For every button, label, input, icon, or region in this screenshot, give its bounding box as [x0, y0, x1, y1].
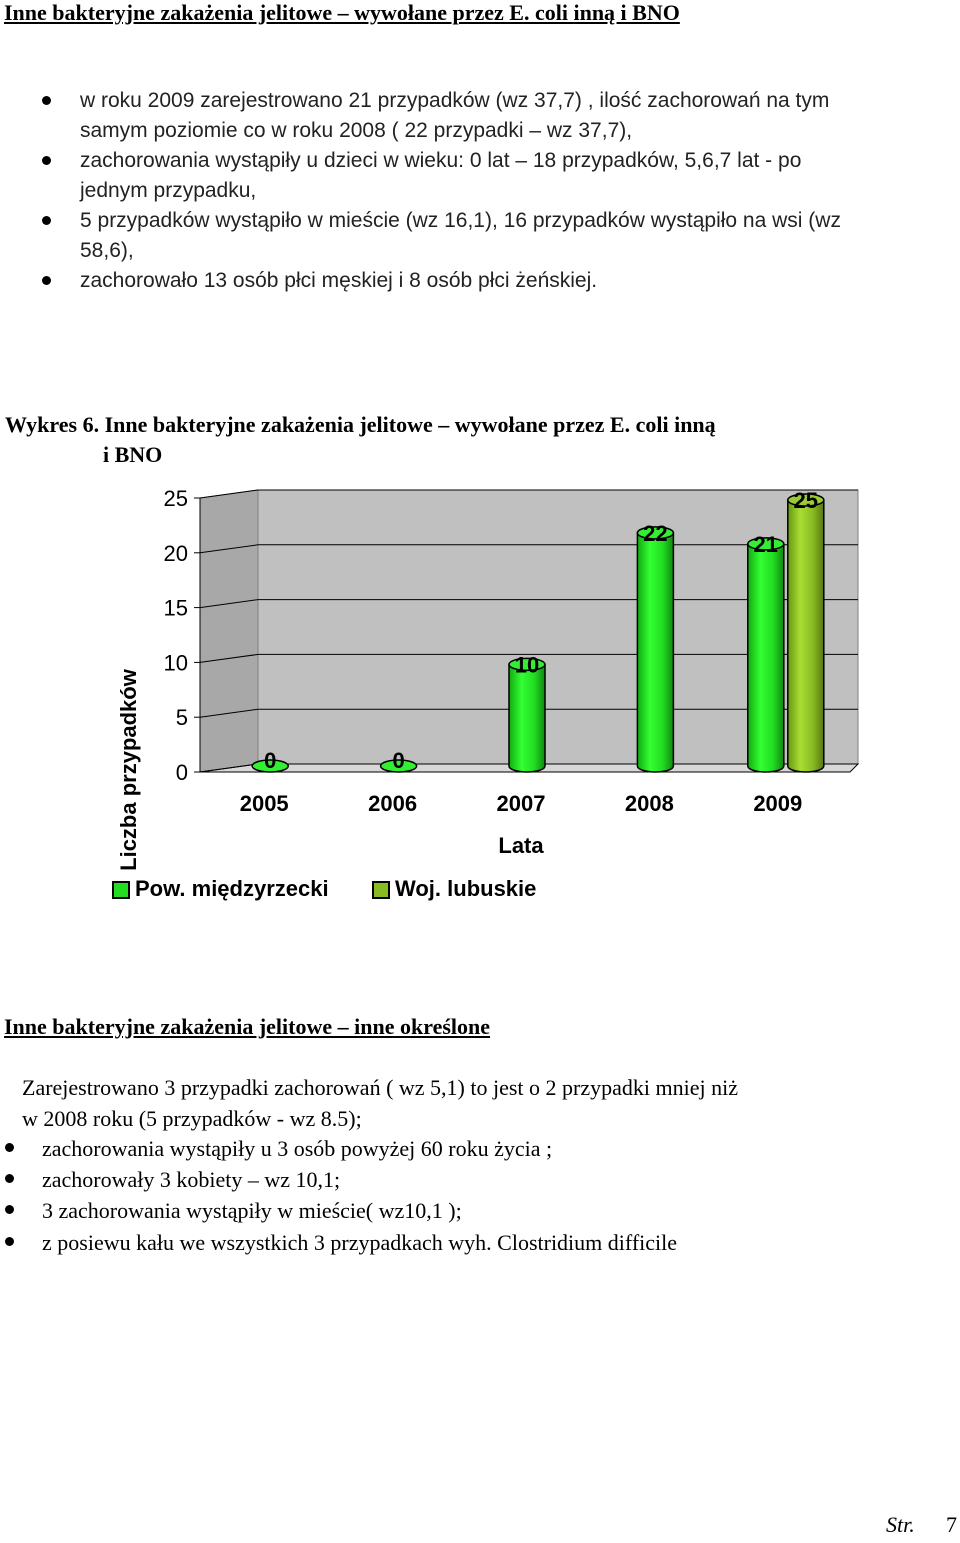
y-tick-label: 25	[163, 486, 188, 511]
section-heading-other: Inne bakteryjne zakażenia jelitowe – inne określone	[4, 1014, 491, 1039]
other-bullet-3: 3 zachorowania wystąpiły w mieście( wz10,1 );	[42, 1198, 462, 1223]
bullet-dot	[42, 276, 51, 285]
bar-body	[637, 533, 673, 772]
bullet-dot	[42, 96, 51, 105]
y-axis-title: Liczba przypadków	[116, 669, 141, 871]
bar-chart	[0, 470, 960, 910]
x-tick-label: 2008	[624, 791, 674, 816]
bullet-3-line-2: 58,6),	[80, 239, 134, 262]
data-label: 25	[793, 488, 819, 513]
intro-line-1: Zarejestrowano 3 przypadki zachorowań ( wz 5,1) to jest o 2 przypadki mniej niż	[22, 1075, 738, 1100]
bullet-dot	[42, 156, 51, 165]
plot-area	[164, 486, 858, 816]
data-label: 10	[514, 652, 540, 678]
x-tick-label: 2007	[496, 791, 546, 816]
data-label: 0	[264, 748, 277, 773]
chart-caption-line-2: i BNO	[103, 442, 163, 467]
bullet-dot	[5, 1237, 14, 1246]
bullet-2-line-1: zachorowania wystąpiły u dzieci w wieku: 0 lat – 18 przypadków, 5,6,7 lat - po	[80, 149, 802, 172]
data-label: 22	[643, 520, 668, 546]
bullet-1-line-2: samym poziomie co w roku 2008 ( 22 przypadki – wz 37,7),	[80, 119, 633, 142]
page-label: Str.	[886, 1512, 915, 1537]
bullet-dot	[5, 1174, 14, 1183]
bullet-3-line-1: 5 przypadków wystąpiło w mieście (wz 16,1), 16 przypadków wystąpiło na wsi (wz	[80, 209, 841, 232]
bar-body	[788, 500, 824, 772]
other-bullet-2: zachorowały 3 kobiety – wz 10,1;	[42, 1167, 341, 1192]
bar-body	[748, 544, 784, 772]
bullet-dot	[5, 1143, 14, 1152]
x-tick-label: 2005	[239, 791, 289, 816]
data-label: 21	[753, 531, 779, 557]
legend-label-pow: Pow. międzyrzecki	[135, 876, 329, 901]
x-tick-label: 2009	[753, 791, 803, 816]
other-bullet-1: zachorowania wystąpiły u 3 osób powyżej 60 roku życia ;	[42, 1136, 553, 1161]
y-tick-label: 10	[163, 650, 188, 676]
legend-swatch-pow	[112, 881, 130, 899]
bar-body	[509, 664, 545, 772]
other-bullet-4: z posiewu kału we wszystkich 3 przypadkach wyh. Clostridium difficile	[42, 1230, 678, 1255]
side-wall	[200, 490, 258, 772]
legend-label-woj: Woj. lubuskie	[395, 876, 537, 901]
section-heading-ecoli: Inne bakteryjne zakażenia jelitowe – wywołane przez E. coli inną i BNO	[4, 0, 680, 25]
y-tick-label: 15	[163, 595, 188, 621]
page-number: 7	[946, 1512, 957, 1537]
legend-swatch-woj	[372, 881, 390, 899]
data-label: 0	[392, 748, 405, 773]
y-tick-label: 0	[175, 760, 188, 785]
chart-caption-line-1: Wykres 6. Inne bakteryjne zakażenia jelitowe – wywołane przez E. coli inną	[5, 412, 716, 437]
x-tick-label: 2006	[368, 791, 418, 816]
bullet-1-line-1: w roku 2009 zarejestrowano 21 przypadków (wz 37,7) , ilość zachorowań na tym	[80, 89, 830, 112]
x-axis-title: Lata	[498, 833, 544, 858]
bullet-2-line-2: jednym przypadku,	[80, 179, 257, 202]
bullet-4-line-1: zachorowało 13 osób płci męskiej i 8 osób płci żeńskiej.	[80, 269, 598, 292]
bullet-dot	[42, 216, 51, 225]
intro-line-2: w 2008 roku (5 przypadków - wz 8.5);	[22, 1106, 362, 1131]
y-tick-label: 20	[163, 540, 188, 566]
y-tick-label: 5	[175, 705, 188, 731]
bullet-dot	[5, 1205, 14, 1214]
